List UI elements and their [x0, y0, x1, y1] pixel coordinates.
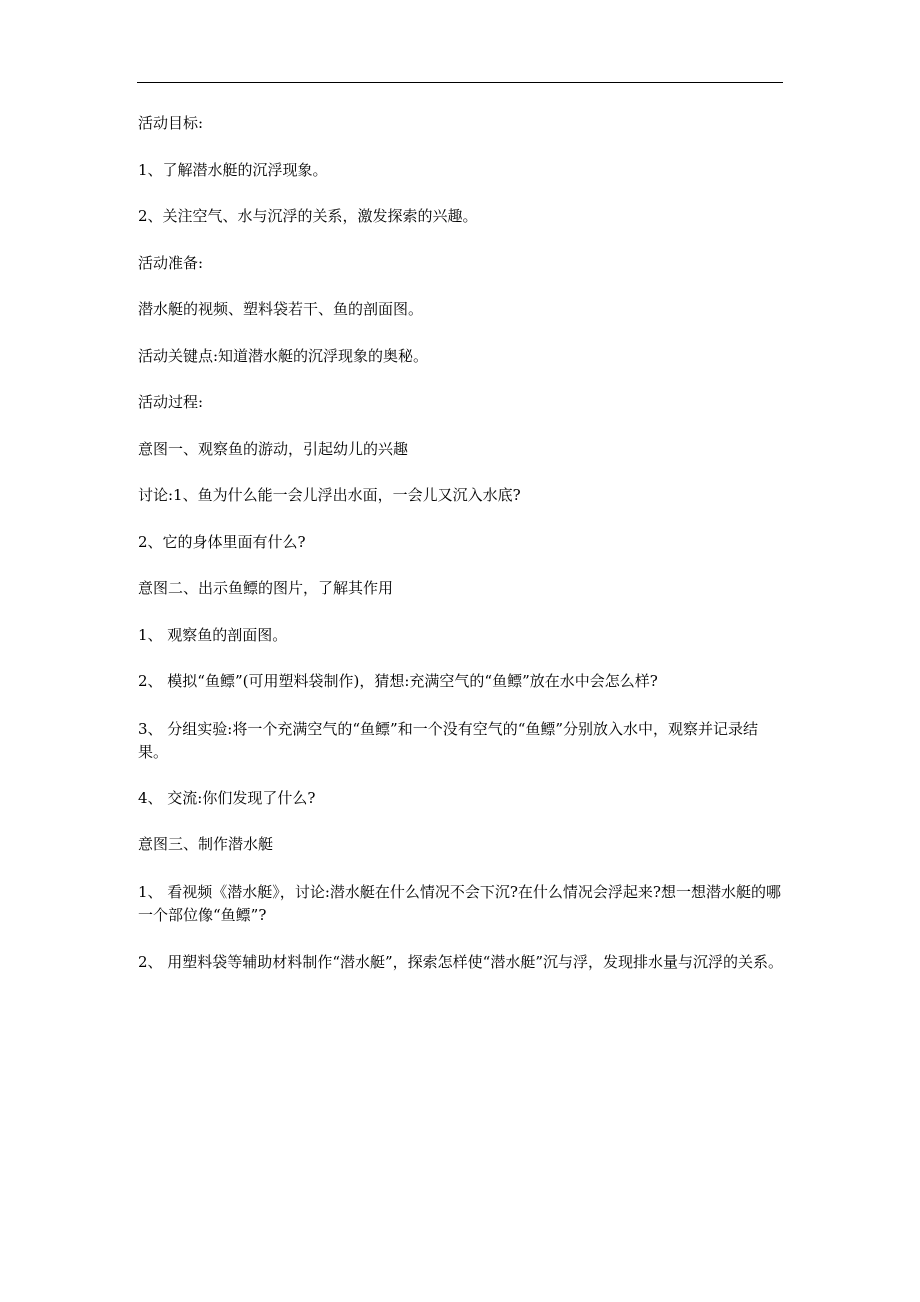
- preparation-text: 潜水艇的视频、塑料袋若干、鱼的剖面图。: [138, 300, 424, 318]
- discussion-item: 讨论:1、鱼为什么能一会儿浮出水面，一会儿又沉入水底?: [138, 486, 521, 504]
- objective-item: 2、关注空气、水与沉浮的关系，激发探索的兴趣。: [138, 207, 478, 225]
- intent-heading: 意图一、观察鱼的游动，引起幼儿的兴趣: [138, 439, 409, 458]
- discussion-item: 2、它的身体里面有什么?: [138, 532, 306, 551]
- step-item: 1、 观察鱼的剖面图。: [138, 625, 288, 644]
- heading-objectives: 活动目标:: [138, 114, 204, 132]
- intent-heading: 意图三、制作潜水艇: [138, 835, 274, 853]
- key-point-text: 活动关键点:知道潜水艇的沉浮现象的奥秘。: [138, 346, 429, 365]
- step-item: 2、 模拟“鱼鳔”(可用塑料袋制作)，猜想:充满空气的“鱼鳔”放在水中会怎么样?: [138, 672, 658, 690]
- step-item: 1、 看视频《潜水艇》，讨论:潜水艇在什么情况不会下沉?在什么情况会浮起来?想一想潜水艇的哪一个部位像“鱼鳔”?: [138, 882, 781, 924]
- step-item: 2、 用塑料袋等辅助材料制作“潜水艇”，探索怎样使“潜水艇”沉与浮，发现排水量与沉浮的关系。: [138, 952, 783, 971]
- step-item: 4、 交流:你们发现了什么?: [138, 788, 316, 807]
- header-rule: [137, 82, 783, 83]
- document-body: [138, 113, 784, 998]
- heading-preparation: 活动准备:: [138, 253, 204, 272]
- heading-process: 活动过程:: [138, 393, 204, 411]
- step-item: 3、 分组实验:将一个充满空气的“鱼鳔”和一个没有空气的“鱼鳔”分别放入水中，观察并记录结果。: [138, 719, 759, 761]
- objective-item: 1、了解潜水艇的沉浮现象。: [138, 160, 328, 179]
- intent-heading: 意图二、出示鱼鳔的图片，了解其作用: [138, 579, 394, 597]
